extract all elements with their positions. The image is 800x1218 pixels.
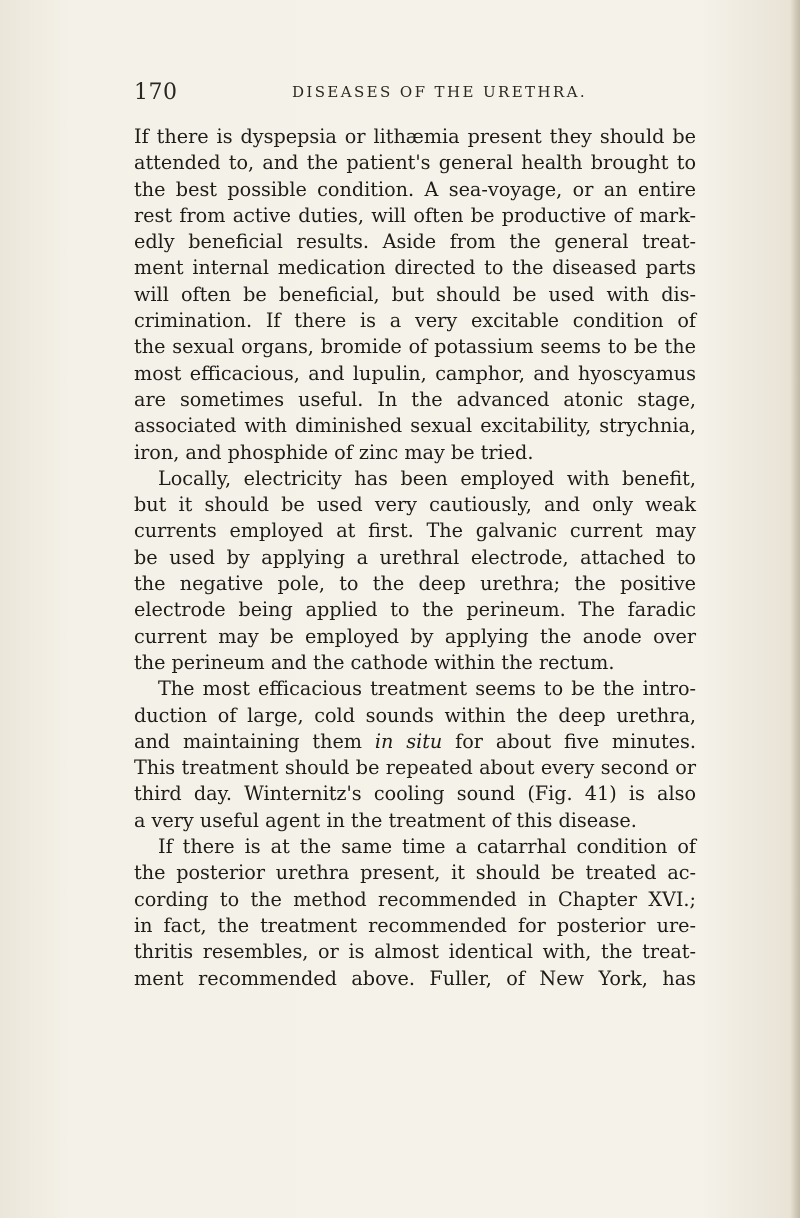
- text-segment: If there is dyspepsia or lithæmia present they should be: [134, 125, 696, 148]
- text-line: [134, 150, 696, 176]
- text-line: [134, 834, 696, 860]
- text-segment: in fact, the treatment recommended for posterior ure-: [134, 913, 696, 937]
- text-line: [134, 545, 696, 571]
- text-segment: rest from active duties, will often be productive of mark-: [134, 203, 696, 227]
- text-segment: current may be employed by applying the anode over: [134, 624, 696, 648]
- text-line: [134, 703, 696, 729]
- italic-segment: in situ: [374, 729, 443, 753]
- text-line: [134, 939, 696, 965]
- text-segment: the best possible condition. A sea-voyage, or an entire: [134, 177, 696, 201]
- text-line: [134, 255, 696, 281]
- page-edge-shadow: [790, 0, 800, 1218]
- text-segment: but it should be used very cautiously, and only weak: [134, 493, 696, 517]
- text-line: [134, 440, 696, 466]
- text-line: [134, 887, 696, 913]
- text-segment: iron, and phosphide of zinc may be tried.: [134, 440, 534, 464]
- text-segment: a very useful agent in the treatment of this disease.: [134, 808, 637, 832]
- text-segment: attended to, and the patient's general health brought to: [134, 151, 696, 175]
- text-segment: cording to the method recommended in Chapter XVI.;: [134, 887, 696, 911]
- text-segment: thritis resembles, or is almost identical with, the treat-: [134, 940, 696, 964]
- body-text: [134, 124, 696, 992]
- text-line: [134, 518, 696, 544]
- text-line: [134, 308, 696, 334]
- text-segment: be used by applying a urethral electrode, attached to: [134, 545, 696, 569]
- text-line: [134, 413, 696, 439]
- text-line: [134, 597, 696, 623]
- text-segment: Locally, electricity has been employed with benefit,: [158, 466, 696, 490]
- text-line: [134, 624, 696, 650]
- text-segment: edly beneficial results. Aside from the general treat-: [134, 230, 696, 254]
- text-segment: for about five minutes.: [442, 729, 696, 753]
- text-line: [134, 650, 696, 676]
- text-line: [134, 361, 696, 387]
- text-segment: This treatment should be repeated about every second or: [134, 756, 696, 780]
- text-line: [134, 571, 696, 597]
- text-line: [134, 913, 696, 939]
- text-segment: most efficacious, and lupulin, camphor, and hyoscyamus: [134, 361, 696, 385]
- text-segment: ment internal medication directed to the diseased parts: [134, 256, 696, 280]
- text-segment: ment recommended above. Fuller, of New York, has: [134, 966, 696, 990]
- text-segment: If there is at the same time a catarrhal condition of: [158, 835, 696, 859]
- text-line: [134, 860, 696, 886]
- text-line: [134, 808, 696, 834]
- text-line: [134, 203, 696, 229]
- page-header: [134, 80, 696, 112]
- text-segment: currents employed at first. The galvanic current may: [134, 519, 696, 543]
- text-segment: associated with diminished sexual excitability, strychnia,: [134, 414, 696, 438]
- text-segment: third day. Winternitz's cooling sound (Fig. 41) is also: [134, 782, 696, 806]
- text-segment: The most efficacious treatment seems to be the intro-: [158, 677, 696, 701]
- text-segment: the posterior urethra present, it should be treated ac-: [134, 861, 696, 885]
- text-segment: duction of large, cold sounds within the deep urethra,: [134, 703, 696, 727]
- text-line: [134, 729, 696, 755]
- text-line: [134, 334, 696, 360]
- text-line: [134, 676, 696, 702]
- text-line: [134, 177, 696, 203]
- text-segment: the sexual organs, bromide of potassium seems to be the: [134, 335, 696, 359]
- running-head: DISEASES OF THE URETHRA.: [292, 83, 588, 101]
- text-line: [134, 282, 696, 308]
- text-line: [134, 387, 696, 413]
- text-line: [134, 229, 696, 255]
- text-segment: are sometimes useful. In the advanced atonic stage,: [134, 387, 696, 411]
- text-line: [134, 755, 696, 781]
- text-line: [134, 781, 696, 807]
- text-line: [134, 466, 696, 492]
- text-segment: electrode being applied to the perineum. The faradic: [134, 598, 696, 622]
- text-line: [134, 966, 696, 992]
- text-segment: the perineum and the cathode within the rectum.: [134, 650, 615, 674]
- text-segment: the negative pole, to the deep urethra; the positive: [134, 572, 696, 596]
- text-segment: will often be beneficial, but should be used with dis-: [134, 282, 696, 306]
- page-number: 170: [134, 80, 178, 105]
- text-segment: crimination. If there is a very excitable condition of: [134, 309, 696, 333]
- text-line: [134, 492, 696, 518]
- text-segment: and maintaining them: [134, 729, 375, 753]
- text-line: [134, 124, 696, 150]
